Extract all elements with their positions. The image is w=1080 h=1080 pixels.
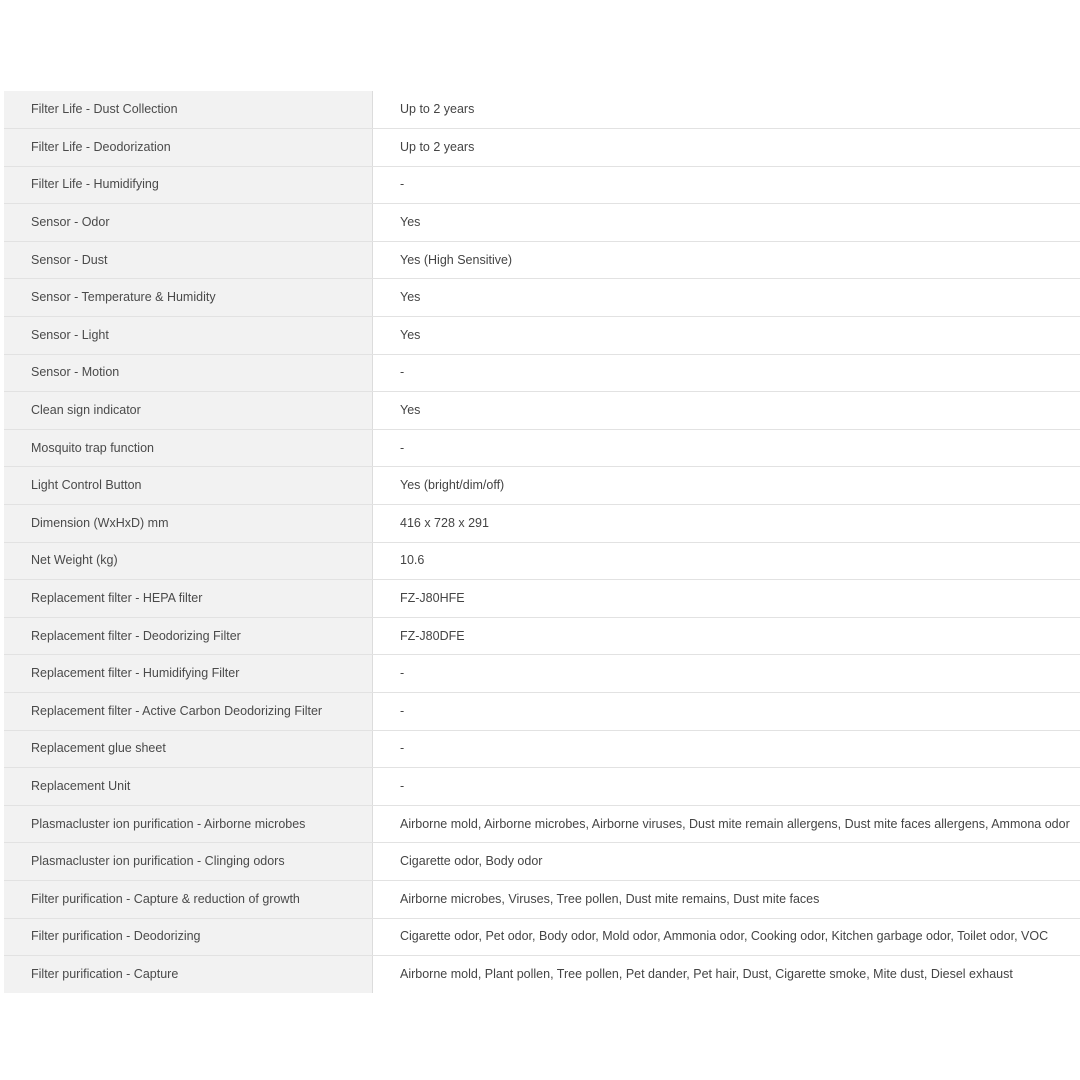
table-row <box>4 542 1080 580</box>
table-row <box>4 956 1080 994</box>
spec-table <box>4 91 1080 993</box>
spec-label: Filter Life - Humidifying <box>4 166 373 204</box>
spec-value: 416 x 728 x 291 <box>373 505 1080 543</box>
spec-label: Replacement filter - HEPA filter <box>4 580 373 618</box>
spec-label: Replacement filter - Active Carbon Deodorizing Filter <box>4 693 373 731</box>
spec-value: - <box>373 429 1080 467</box>
spec-label: Light Control Button <box>4 467 373 505</box>
table-row <box>4 580 1080 618</box>
spec-value: Yes (bright/dim/off) <box>373 467 1080 505</box>
table-row <box>4 279 1080 317</box>
table-row <box>4 129 1080 167</box>
spec-value: Up to 2 years <box>373 91 1080 129</box>
spec-value: - <box>373 655 1080 693</box>
table-row <box>4 317 1080 355</box>
spec-label: Replacement Unit <box>4 768 373 806</box>
table-row <box>4 730 1080 768</box>
spec-value: FZ-J80HFE <box>373 580 1080 618</box>
spec-label: Replacement glue sheet <box>4 730 373 768</box>
table-row <box>4 429 1080 467</box>
spec-label: Filter purification - Capture & reduction of growth <box>4 880 373 918</box>
spec-label: Filter Life - Deodorization <box>4 129 373 167</box>
spec-table-body <box>4 91 1080 993</box>
table-row <box>4 91 1080 129</box>
table-row <box>4 768 1080 806</box>
table-row <box>4 655 1080 693</box>
table-row <box>4 805 1080 843</box>
spec-label: Clean sign indicator <box>4 392 373 430</box>
spec-value: Up to 2 years <box>373 129 1080 167</box>
spec-label: Sensor - Odor <box>4 204 373 242</box>
spec-value: Airborne microbes, Viruses, Tree pollen, Dust mite remains, Dust mite faces <box>373 880 1080 918</box>
table-row <box>4 617 1080 655</box>
spec-label: Filter purification - Capture <box>4 956 373 994</box>
spec-label: Sensor - Light <box>4 317 373 355</box>
spec-label: Filter Life - Dust Collection <box>4 91 373 129</box>
spec-label: Filter purification - Deodorizing <box>4 918 373 956</box>
spec-value: - <box>373 730 1080 768</box>
table-row <box>4 880 1080 918</box>
spec-value: - <box>373 693 1080 731</box>
spec-value: 10.6 <box>373 542 1080 580</box>
table-row <box>4 467 1080 505</box>
spec-value: Yes <box>373 317 1080 355</box>
spec-value: Airborne mold, Plant pollen, Tree pollen, Pet dander, Pet hair, Dust, Cigarette smoke, Mite dust, Diesel exhaust <box>373 956 1080 994</box>
spec-label: Dimension (WxHxD) mm <box>4 505 373 543</box>
table-row <box>4 392 1080 430</box>
spec-label: Replacement filter - Humidifying Filter <box>4 655 373 693</box>
spec-label: Net Weight (kg) <box>4 542 373 580</box>
spec-label: Mosquito trap function <box>4 429 373 467</box>
spec-value: - <box>373 166 1080 204</box>
spec-value: FZ-J80DFE <box>373 617 1080 655</box>
spec-value: Yes <box>373 204 1080 242</box>
spec-label: Plasmacluster ion purification - Airborne microbes <box>4 805 373 843</box>
spec-label: Sensor - Temperature & Humidity <box>4 279 373 317</box>
table-row <box>4 166 1080 204</box>
spec-value: Yes (High Sensitive) <box>373 241 1080 279</box>
table-row <box>4 918 1080 956</box>
spec-value: Airborne mold, Airborne microbes, Airborne viruses, Dust mite remain allergens, Dust mite faces allergens, Ammona odor <box>373 805 1080 843</box>
spec-value: Yes <box>373 279 1080 317</box>
table-row <box>4 241 1080 279</box>
spec-value: - <box>373 768 1080 806</box>
spec-label: Replacement filter - Deodorizing Filter <box>4 617 373 655</box>
spec-value: Cigarette odor, Body odor <box>373 843 1080 881</box>
spec-value: Yes <box>373 392 1080 430</box>
table-row <box>4 693 1080 731</box>
spec-value: Cigarette odor, Pet odor, Body odor, Mold odor, Ammonia odor, Cooking odor, Kitchen garbage odor, Toilet odor, VOC <box>373 918 1080 956</box>
spec-label: Plasmacluster ion purification - Clinging odors <box>4 843 373 881</box>
table-row <box>4 843 1080 881</box>
spec-value: - <box>373 354 1080 392</box>
table-row <box>4 354 1080 392</box>
table-row <box>4 505 1080 543</box>
table-row <box>4 204 1080 242</box>
spec-label: Sensor - Dust <box>4 241 373 279</box>
spec-label: Sensor - Motion <box>4 354 373 392</box>
